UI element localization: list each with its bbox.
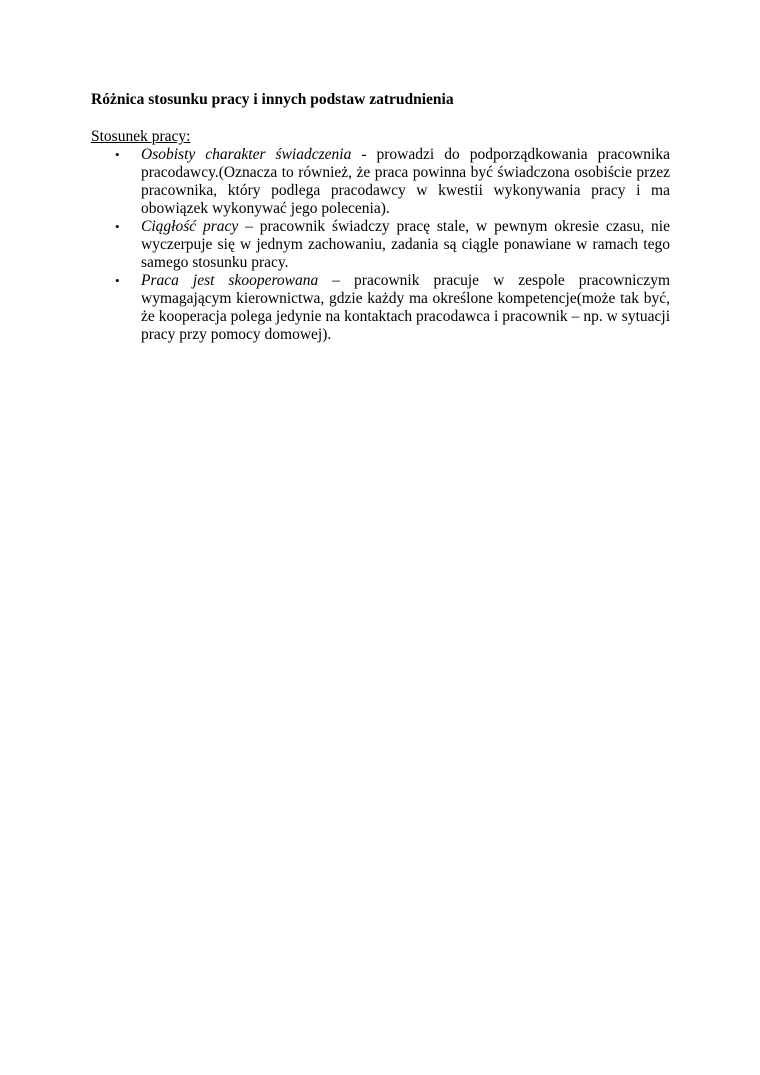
bullet-icon: • bbox=[115, 147, 120, 162]
list-item-text: – pracownik świadczy pracę stale, w pewnym okresie czasu, nie wyczerpuje się w jednym zachowaniu, zadania są ciągle ponawiane w ramach tego samego stosunku pracy. bbox=[141, 218, 670, 271]
bullet-list bbox=[91, 146, 670, 344]
bullet-icon: • bbox=[115, 273, 120, 288]
list-item-text: - prowadzi do podporządkowania pracownika pracodawcy.(Oznacza to również, że praca powinna być świadczona osobiście przez pracownika, który podlega pracodawcy w kwestii wykonywania pracy i ma obowiązek wykonywać jego polecenia). bbox=[141, 146, 670, 217]
list-item-term: Praca jest skooperowana bbox=[141, 272, 319, 289]
list-item bbox=[91, 272, 670, 344]
bullet-icon: • bbox=[115, 219, 120, 234]
document-title: Różnica stosunku pracy i innych podstaw zatrudnienia bbox=[91, 91, 454, 108]
list-item bbox=[91, 146, 670, 218]
section-heading: Stosunek pracy: bbox=[91, 128, 191, 145]
document-content bbox=[91, 90, 670, 344]
list-item-term: Osobisty charakter świadczenia bbox=[141, 146, 352, 163]
list-item-text: – pracownik pracuje w zespole pracowniczym wymagającym kierownictwa, gdzie każdy ma określone kompetencje(może tak być, że kooperacja polega jedynie na kontaktach pracodawca i pracownik – np. w sytuacji pracy przy pomocy domowej). bbox=[141, 272, 670, 343]
list-item-term: Ciągłość pracy bbox=[141, 218, 239, 235]
list-item bbox=[91, 218, 670, 272]
